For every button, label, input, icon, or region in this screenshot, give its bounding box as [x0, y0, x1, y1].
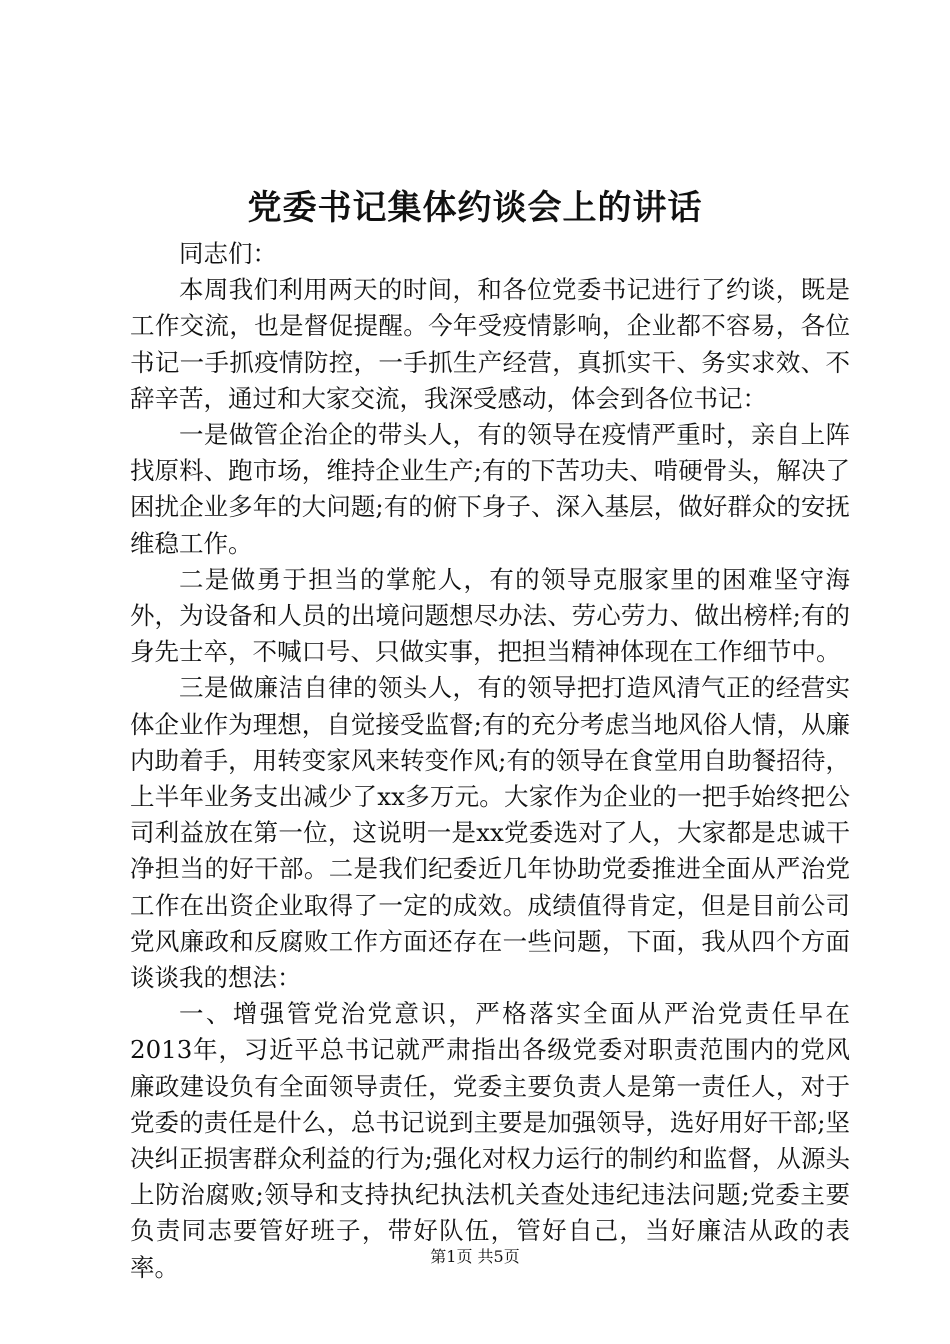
document-title: 党委书记集体约谈会上的讲话: [247, 188, 703, 228]
point-one-paragraph: 一是做管企治企的带头人，有的领导在疫情严重时，亲自上阵找原料、跑市场，维持企业生产;有的下苦功夫、啃硬骨头，解决了困扰企业多年的大问题;有的俯下身子、深入基层，做好群众的安抚维稳工作。: [130, 420, 850, 558]
page-number-footer: 第1页 共5页: [430, 1247, 520, 1266]
document-body: [130, 236, 850, 1286]
salutation-paragraph: 同志们：: [179, 239, 277, 268]
section-one-paragraph: 一、增强管党治党意识，严格落实全面从严治党责任早在2013年，习近平总书记就严肃指出各级党委对职责范围内的党风廉政建设负有全面领导责任，党委主要负责人是第一责任人，对于党委的责任是什么，总书记说到主要是加强领导，选好用好干部;坚决纠正损害群众利益的行为;强化对权力运行的制约和监督，从源头上防治腐败;领导和支持执纪执法机关查处违纪违法问题;党委主要负责同志要管好班子，带好队伍，管好自己，当好廉洁从政的表率。: [130, 999, 850, 1282]
point-two-paragraph: 二是做勇于担当的掌舵人，有的领导克服家里的困难坚守海外，为设备和人员的出境问题想尽办法、劳心劳力、做出榜样;有的身先士卒，不喊口号、只做实事，把担当精神体现在工作细节中。: [130, 564, 850, 667]
point-three-paragraph: 三是做廉洁自律的领头人，有的领导把打造风清气正的经营实体企业作为理想，自觉接受监督;有的充分考虑当地风俗人情，从廉内助着手，用转变家风来转变作风;有的领导在食堂用自助餐招待，上半年业务支出减少了xx多万元。大家作为企业的一把手始终把公司利益放在第一位，这说明一是xx党委选对了人，大家都是忠诚干净担当的好干部。二是我们纪委近几年协助党委推进全面从严治党工作在出资企业取得了一定的成效。成绩值得肯定，但是目前公司党风廉政和反腐败工作方面还存在一些问题，下面，我从四个方面谈谈我的想法：: [130, 673, 850, 993]
intro-paragraph: 本周我们利用两天的时间，和各位党委书记进行了约谈，既是工作交流，也是督促提醒。今年受疫情影响，企业都不容易，各位书记一手抓疫情防控，一手抓生产经营，真抓实干、务实求效、不辞辛苦，通过和大家交流，我深受感动，体会到各位书记：: [130, 275, 850, 413]
